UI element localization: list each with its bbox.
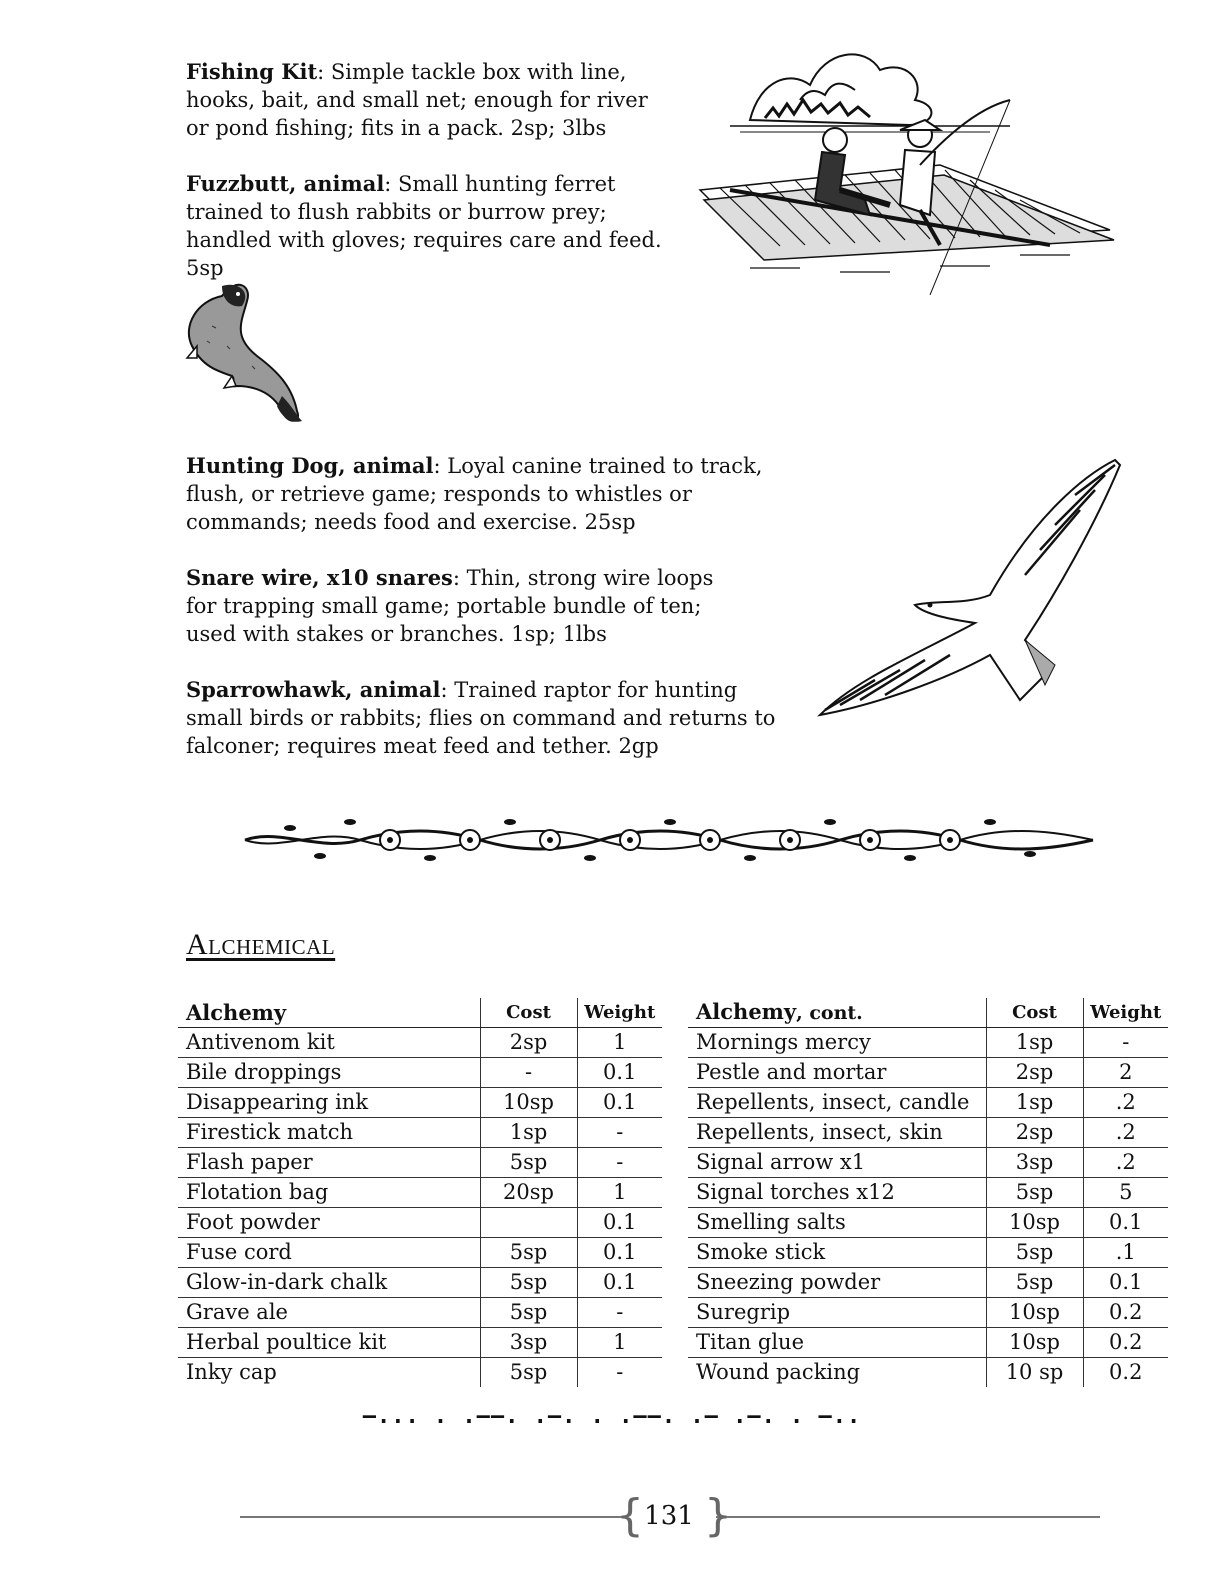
weight-cell: 1 [577, 1178, 662, 1208]
weight-cell: 1 [577, 1328, 662, 1358]
item-cell: Herbal poultice kit [178, 1328, 480, 1358]
entry-snare-wire [186, 564, 746, 648]
table-row [178, 1238, 662, 1268]
section-heading: Alchemical [186, 928, 336, 961]
weight-cell: 0.1 [577, 1238, 662, 1268]
entry-text: : Loyal canine trained to track, flush, or retrieve game; responds to whistles or commands; needs food and exercise. 25sp [186, 454, 763, 534]
table-row [688, 1058, 1168, 1088]
entry-name: Hunting Dog, animal [186, 453, 434, 478]
cost-cell [480, 1208, 577, 1238]
cost-cell: 2sp [986, 1058, 1083, 1088]
table-title [688, 998, 986, 1028]
table-row [178, 1148, 662, 1178]
item-cell: Flash paper [178, 1148, 480, 1178]
item-cell: Inky cap [186, 1360, 277, 1384]
weight-cell: .2 [1083, 1148, 1168, 1178]
alchemy-cont-table [688, 998, 1168, 1387]
weight-cell: 0.2 [1083, 1358, 1168, 1388]
weight-cell: - [577, 1358, 662, 1388]
weight-cell: 1 [577, 1028, 662, 1058]
weight-cell: - [577, 1118, 662, 1148]
footer-rule-left [240, 1516, 622, 1518]
table-row [688, 1298, 1168, 1328]
weight-cell: 0.2 [1083, 1298, 1168, 1328]
table-row [688, 1148, 1168, 1178]
table-title-suffix: , cont. [796, 1002, 863, 1024]
item-cell: Repellents, insect, candle [688, 1088, 986, 1118]
cost-header: Cost [986, 998, 1083, 1028]
item-cell: Signal torches x12 [688, 1178, 986, 1208]
table-title: Alchemy [178, 998, 480, 1028]
weight-header: Weight [577, 998, 662, 1028]
right-brace-ornament: } [704, 1490, 732, 1541]
cost-cell: 3sp [986, 1148, 1083, 1178]
weight-cell: 0.1 [577, 1208, 662, 1238]
entry-text: : Small hunting ferret trained to flush rabbits or burrow prey; handled with gloves; requires care and feed. 5sp [186, 172, 662, 280]
cost-cell: 5sp [986, 1268, 1083, 1298]
item-cell: Flotation bag [178, 1178, 480, 1208]
item-cell: Glow-in-dark chalk [178, 1268, 480, 1298]
cost-cell: 10sp [480, 1088, 577, 1118]
cost-cell: 10sp [986, 1208, 1083, 1238]
item-cell: Repellents, insect, skin [688, 1118, 986, 1148]
cost-cell: 10sp [986, 1328, 1083, 1358]
entry-fishing-kit [186, 58, 676, 142]
cost-cell: 10sp [986, 1298, 1083, 1328]
table-row [178, 1058, 662, 1088]
cost-cell: 5sp [480, 1298, 577, 1328]
entry-name: Fuzzbutt, animal [186, 171, 385, 196]
item-cell: Fuse cord [178, 1238, 480, 1268]
table-row [178, 1178, 662, 1208]
floral-divider [240, 808, 1098, 870]
cost-cell: 10 sp [986, 1358, 1083, 1388]
entry-text: : Simple tackle box with line, hooks, bait, and small net; enough for river or pond fishing; fits in a pack. 2sp; 3lbs [186, 60, 648, 140]
table-row [688, 1238, 1168, 1268]
weight-cell: 0.2 [1083, 1328, 1168, 1358]
table-row [178, 1028, 662, 1058]
weight-cell: 0.1 [577, 1058, 662, 1088]
item-cell: Disappearing ink [178, 1088, 480, 1118]
table-row [178, 1298, 662, 1328]
weight-cell: - [577, 1298, 662, 1328]
table-row [178, 1268, 662, 1298]
weight-cell: .2 [1083, 1088, 1168, 1118]
table-row [688, 1118, 1168, 1148]
weight-header: Weight [1083, 998, 1168, 1028]
cost-cell: - [480, 1058, 577, 1088]
entry-text: : Thin, strong wire loops for trapping small game; portable bundle of ten; used with stakes or branches. 1sp; 1lbs [186, 566, 714, 646]
table-row [178, 1358, 662, 1388]
entry-name: Fishing Kit [186, 59, 318, 84]
table-row [688, 1088, 1168, 1118]
item-cell: Smoke stick [688, 1238, 986, 1268]
item-cell: Titan glue [688, 1328, 986, 1358]
hawk-illustration [815, 455, 1125, 730]
item-cell: Antivenom kit [178, 1028, 480, 1058]
weight-cell: 0.1 [1083, 1268, 1168, 1298]
cost-cell: 5sp [480, 1238, 577, 1268]
weight-cell: .2 [1083, 1118, 1168, 1148]
table-row [688, 1268, 1168, 1298]
alchemy-table-body [178, 1028, 662, 1388]
alchemy-cont-table-body [688, 1028, 1168, 1388]
morse-code-line: –... . .––. .–. . .––. .– .–. . –.. [362, 1404, 862, 1429]
table-row [178, 1088, 662, 1118]
table-row [688, 1358, 1168, 1388]
table-row [178, 1118, 662, 1148]
weight-cell: .1 [1083, 1238, 1168, 1268]
footer-rule-right [716, 1516, 1100, 1518]
cost-cell: 1sp [986, 1088, 1083, 1118]
table-row [178, 1208, 662, 1238]
cost-cell: 5sp [480, 1148, 577, 1178]
cost-cell: 5sp [986, 1238, 1083, 1268]
weight-cell: - [1083, 1028, 1168, 1058]
table-row [688, 1208, 1168, 1238]
item-cell: Bile droppings [178, 1058, 480, 1088]
cost-cell: 5sp [480, 1358, 577, 1388]
cost-cell: 1sp [986, 1028, 1083, 1058]
raft-fishing-illustration [690, 40, 1120, 295]
entry-sparrowhawk [186, 676, 796, 760]
weight-cell: - [577, 1148, 662, 1178]
entry-text: : Trained raptor for hunting small birds or rabbits; flies on command and returns to falconer; requires meat feed and tether. 2gp [186, 678, 776, 758]
entry-hunting-dog [186, 452, 811, 536]
table-row [688, 1178, 1168, 1208]
left-brace-ornament: { [616, 1490, 644, 1541]
weight-cell: 0.1 [577, 1088, 662, 1118]
cost-cell: 20sp [480, 1178, 577, 1208]
weight-cell: 5 [1083, 1178, 1168, 1208]
item-cell: Smelling salts [688, 1208, 986, 1238]
table-row [688, 1028, 1168, 1058]
entry-name: Sparrowhawk, animal [186, 677, 441, 702]
cost-cell: 2sp [986, 1118, 1083, 1148]
cost-cell: 3sp [480, 1328, 577, 1358]
item-cell: Wound packing [696, 1360, 861, 1384]
table-row [178, 1328, 662, 1358]
item-cell: Firestick match [178, 1118, 480, 1148]
item-cell: Suregrip [688, 1298, 986, 1328]
page-number: 131 [644, 1501, 694, 1531]
item-cell: Mornings mercy [688, 1028, 986, 1058]
alchemy-table [178, 998, 662, 1387]
table-title-main: Alchemy [696, 999, 797, 1024]
item-cell: Grave ale [178, 1298, 480, 1328]
entry-fuzzbutt [186, 170, 676, 282]
item-cell: Pestle and mortar [688, 1058, 986, 1088]
cost-cell: 1sp [480, 1118, 577, 1148]
table-row [688, 1328, 1168, 1358]
weight-cell: 0.1 [1083, 1208, 1168, 1238]
item-cell: Sneezing powder [688, 1268, 986, 1298]
item-cell: Signal arrow x1 [688, 1148, 986, 1178]
cost-cell: 2sp [480, 1028, 577, 1058]
cost-cell: 5sp [480, 1268, 577, 1298]
cost-header: Cost [480, 998, 577, 1028]
ferret-illustration [182, 276, 312, 426]
weight-cell: 0.1 [577, 1268, 662, 1298]
item-cell: Foot powder [178, 1208, 480, 1238]
cost-cell: 5sp [986, 1178, 1083, 1208]
weight-cell: 2 [1083, 1058, 1168, 1088]
entry-name: Snare wire, x10 snares [186, 565, 453, 590]
